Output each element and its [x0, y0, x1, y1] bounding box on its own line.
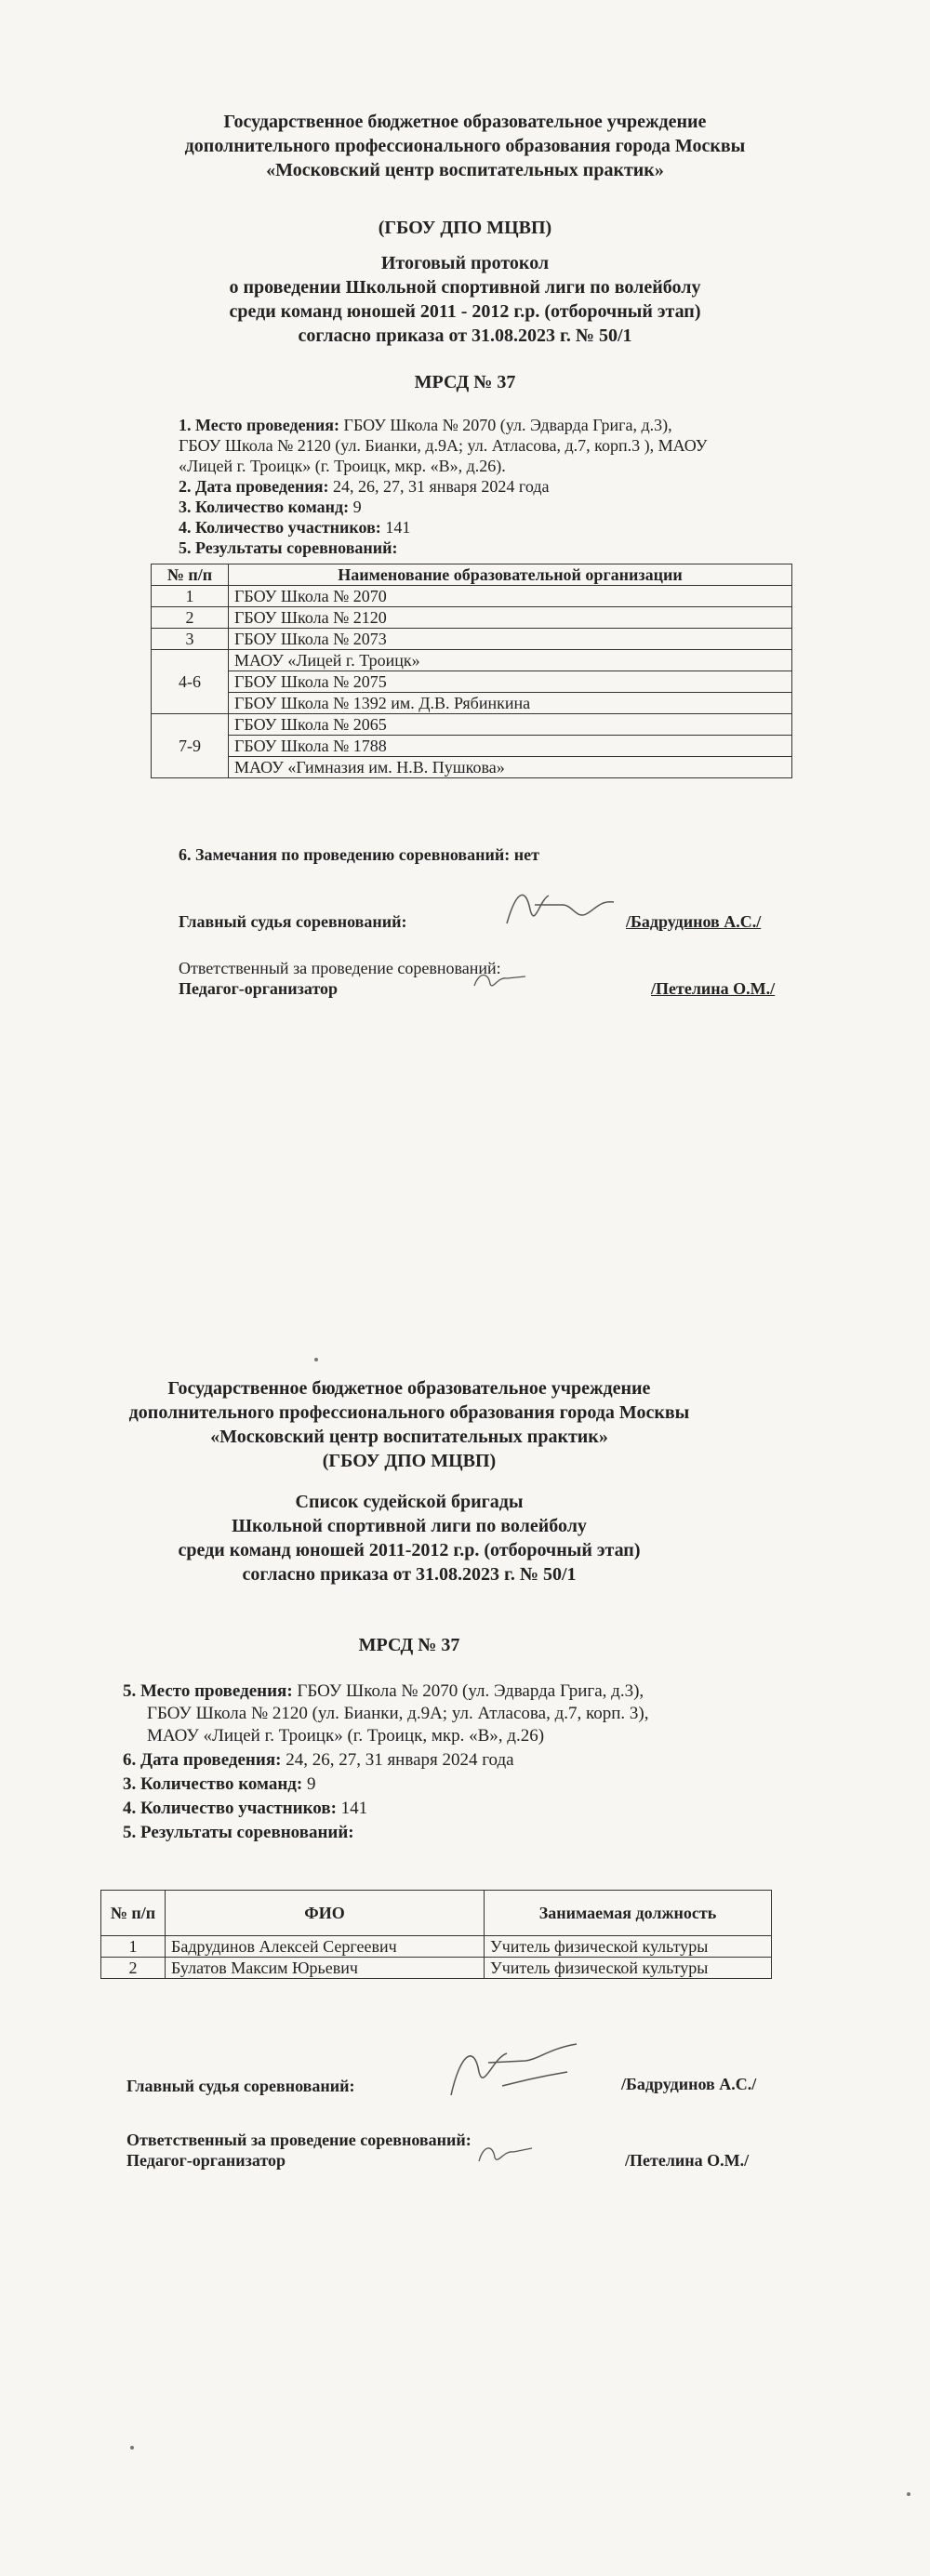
title-line-3: среди команд юношей 2011 - 2012 г.р. (отборочный этап): [229, 301, 701, 322]
judge-signature: [498, 882, 618, 937]
position-cell: Учитель физической культуры: [485, 1936, 772, 1958]
position-cell: Учитель физической культуры: [485, 1958, 772, 1979]
responsible-role: Педагог-организатор: [126, 2151, 286, 2170]
org-line-1: Государственное бюджетное образовательное учреждение: [223, 112, 707, 132]
participants-value: 141: [380, 518, 411, 537]
num-cell: 1: [101, 1936, 166, 1958]
org-cell: ГБОУ Школа № 2065: [229, 714, 792, 736]
scan-speck: [130, 2446, 134, 2450]
table-row: [152, 757, 792, 778]
org-line-1: Государственное бюджетное образовательное учреждение: [167, 1378, 651, 1399]
judges-table: [100, 1890, 772, 1979]
place-label: 5. Место проведения:: [123, 1681, 293, 1701]
table-header-row: [152, 564, 792, 586]
org-cell: МАОУ «Лицей г. Троицк»: [229, 650, 792, 671]
date-label: 6. Дата проведения:: [123, 1750, 282, 1770]
table-row: [101, 1958, 772, 1979]
results-label: 5. Результаты соревнований:: [123, 1823, 354, 1842]
teams-line: [123, 1774, 316, 1795]
scan-speck: [907, 2492, 910, 2496]
place-line-3: МАОУ «Лицей г. Троицк» (г. Троицк, мкр. «В», д.26): [147, 1726, 545, 1746]
date-value: 24, 26, 27, 31 января 2024 года: [328, 477, 550, 496]
protocol-document: [0, 0, 930, 1237]
table-row: [101, 1936, 772, 1958]
place-line-1: [179, 415, 672, 435]
table-header-row: [101, 1891, 772, 1936]
title-line-1: Итоговый протокол: [380, 253, 550, 273]
participants-line: [123, 1799, 367, 1819]
place-cell: 4-6: [152, 650, 229, 714]
place-line-2: ГБОУ Школа № 2120 (ул. Бианки, д.9А; ул. Атласова, д.7, корп.3 ), МАОУ: [179, 436, 708, 455]
org-cell: ГБОУ Школа № 2073: [229, 629, 792, 650]
table-header-num: № п/п: [101, 1891, 166, 1936]
org-cell: ГБОУ Школа № 1788: [229, 736, 792, 757]
results-table: [151, 564, 792, 778]
table-row: [152, 607, 792, 629]
judges-list-document: [0, 1283, 930, 2576]
name-cell: Бадрудинов Алексей Сергеевич: [166, 1936, 485, 1958]
participants-label: 4. Количество участников:: [179, 518, 381, 537]
judge-signature: [437, 2035, 586, 2109]
org-short-name: (ГБОУ ДПО МЦВП): [378, 218, 552, 238]
table-row: [152, 736, 792, 757]
table-header-org: Наименование образовательной организации: [229, 564, 792, 586]
table-header-num: № п/п: [152, 564, 229, 586]
place-cell: 3: [152, 629, 229, 650]
place-line-1: [123, 1681, 644, 1702]
results-label: 5. Результаты соревнований:: [179, 538, 398, 557]
teams-value: 9: [349, 498, 362, 516]
table-header-position: Занимаемая должность: [485, 1891, 772, 1936]
place-cell: 2: [152, 607, 229, 629]
date-line: [123, 1750, 514, 1771]
scan-speck: [314, 1358, 318, 1361]
org-line-2: дополнительного профессионального образования города Москвы: [184, 136, 746, 156]
participants-line: [179, 517, 410, 538]
place-value: ГБОУ Школа № 2070 (ул. Эдварда Грига, д.3),: [339, 416, 672, 434]
participants-label: 4. Количество участников:: [123, 1799, 337, 1818]
teams-label: 3. Количество команд:: [123, 1774, 303, 1794]
responsible-role: Педагог-организатор: [179, 979, 339, 998]
org-cell: МАОУ «Гимназия им. Н.В. Пушкова»: [229, 757, 792, 778]
title-line-2: Школьной спортивной лиги по волейболу: [232, 1516, 587, 1536]
date-line: [179, 476, 549, 497]
responsible-label: Ответственный за проведение соревнований:: [179, 959, 501, 977]
org-line-3: «Московский центр воспитательных практик»: [210, 1427, 608, 1447]
place-line-3: «Лицей г. Троицк» (г. Троицк, мкр. «В», д.26).: [179, 457, 506, 475]
org-line-3: «Московский центр воспитательных практик»: [266, 160, 664, 180]
date-value: 24, 26, 27, 31 января 2024 года: [281, 1750, 514, 1770]
judge-label: Главный судья соревнований:: [126, 2077, 355, 2095]
responsible-label: Ответственный за проведение соревнований:: [126, 2131, 472, 2149]
place-line-2: ГБОУ Школа № 2120 (ул. Бианки, д.9А; ул. Атласова, д.7, корп. 3),: [147, 1704, 649, 1723]
judge-label: Главный судья соревнований:: [179, 912, 407, 931]
table-header-name: ФИО: [166, 1891, 485, 1936]
responsible-name: /Петелина О.М./: [625, 2151, 750, 2170]
participants-value: 141: [336, 1799, 368, 1818]
org-short-name: (ГБОУ ДПО МЦВП): [322, 1451, 497, 1471]
table-row: [152, 714, 792, 736]
num-cell: 2: [101, 1958, 166, 1979]
teams-value: 9: [302, 1774, 316, 1794]
table-row: [152, 586, 792, 607]
title-line-3: среди команд юношей 2011-2012 г.р. (отборочный этап): [178, 1540, 641, 1560]
org-cell: ГБОУ Школа № 2075: [229, 671, 792, 693]
place-value: ГБОУ Школа № 2070 (ул. Эдварда Грига, д.3),: [292, 1681, 644, 1701]
title-line-2: о проведении Школьной спортивной лиги по волейболу: [229, 277, 701, 298]
title-line-1: Список судейской бригады: [295, 1492, 524, 1512]
responsible-name: /Петелина О.М./: [651, 979, 776, 998]
responsible-signature: [474, 2139, 539, 2171]
title-line-4: согласно приказа от 31.08.2023 г. № 50/1: [298, 325, 632, 346]
judge-name: /Бадрудинов А.С./: [621, 2075, 757, 2093]
org-line-2: дополнительного профессионального образования города Москвы: [128, 1402, 690, 1423]
table-row: [152, 693, 792, 714]
table-row: [152, 671, 792, 693]
table-row: [152, 629, 792, 650]
name-cell: Булатов Максим Юрьевич: [166, 1958, 485, 1979]
place-cell: 1: [152, 586, 229, 607]
org-cell: ГБОУ Школа № 1392 им. Д.В. Рябинкина: [229, 693, 792, 714]
document-code: МРСД № 37: [358, 1635, 460, 1655]
org-cell: ГБОУ Школа № 2070: [229, 586, 792, 607]
responsible-signature: [470, 967, 535, 995]
table-row: [152, 650, 792, 671]
title-line-4: согласно приказа от 31.08.2023 г. № 50/1: [242, 1564, 577, 1585]
date-label: 2. Дата проведения:: [179, 477, 329, 496]
place-cell: 7-9: [152, 714, 229, 778]
remarks-line: 6. Замечания по проведению соревнований: нет: [179, 845, 539, 864]
document-code: МРСД № 37: [414, 372, 516, 392]
org-cell: ГБОУ Школа № 2120: [229, 607, 792, 629]
judge-name: /Бадрудинов А.С./: [626, 912, 762, 931]
teams-label: 3. Количество команд:: [179, 498, 350, 516]
teams-line: [179, 497, 362, 517]
place-label: 1. Место проведения:: [179, 416, 340, 434]
